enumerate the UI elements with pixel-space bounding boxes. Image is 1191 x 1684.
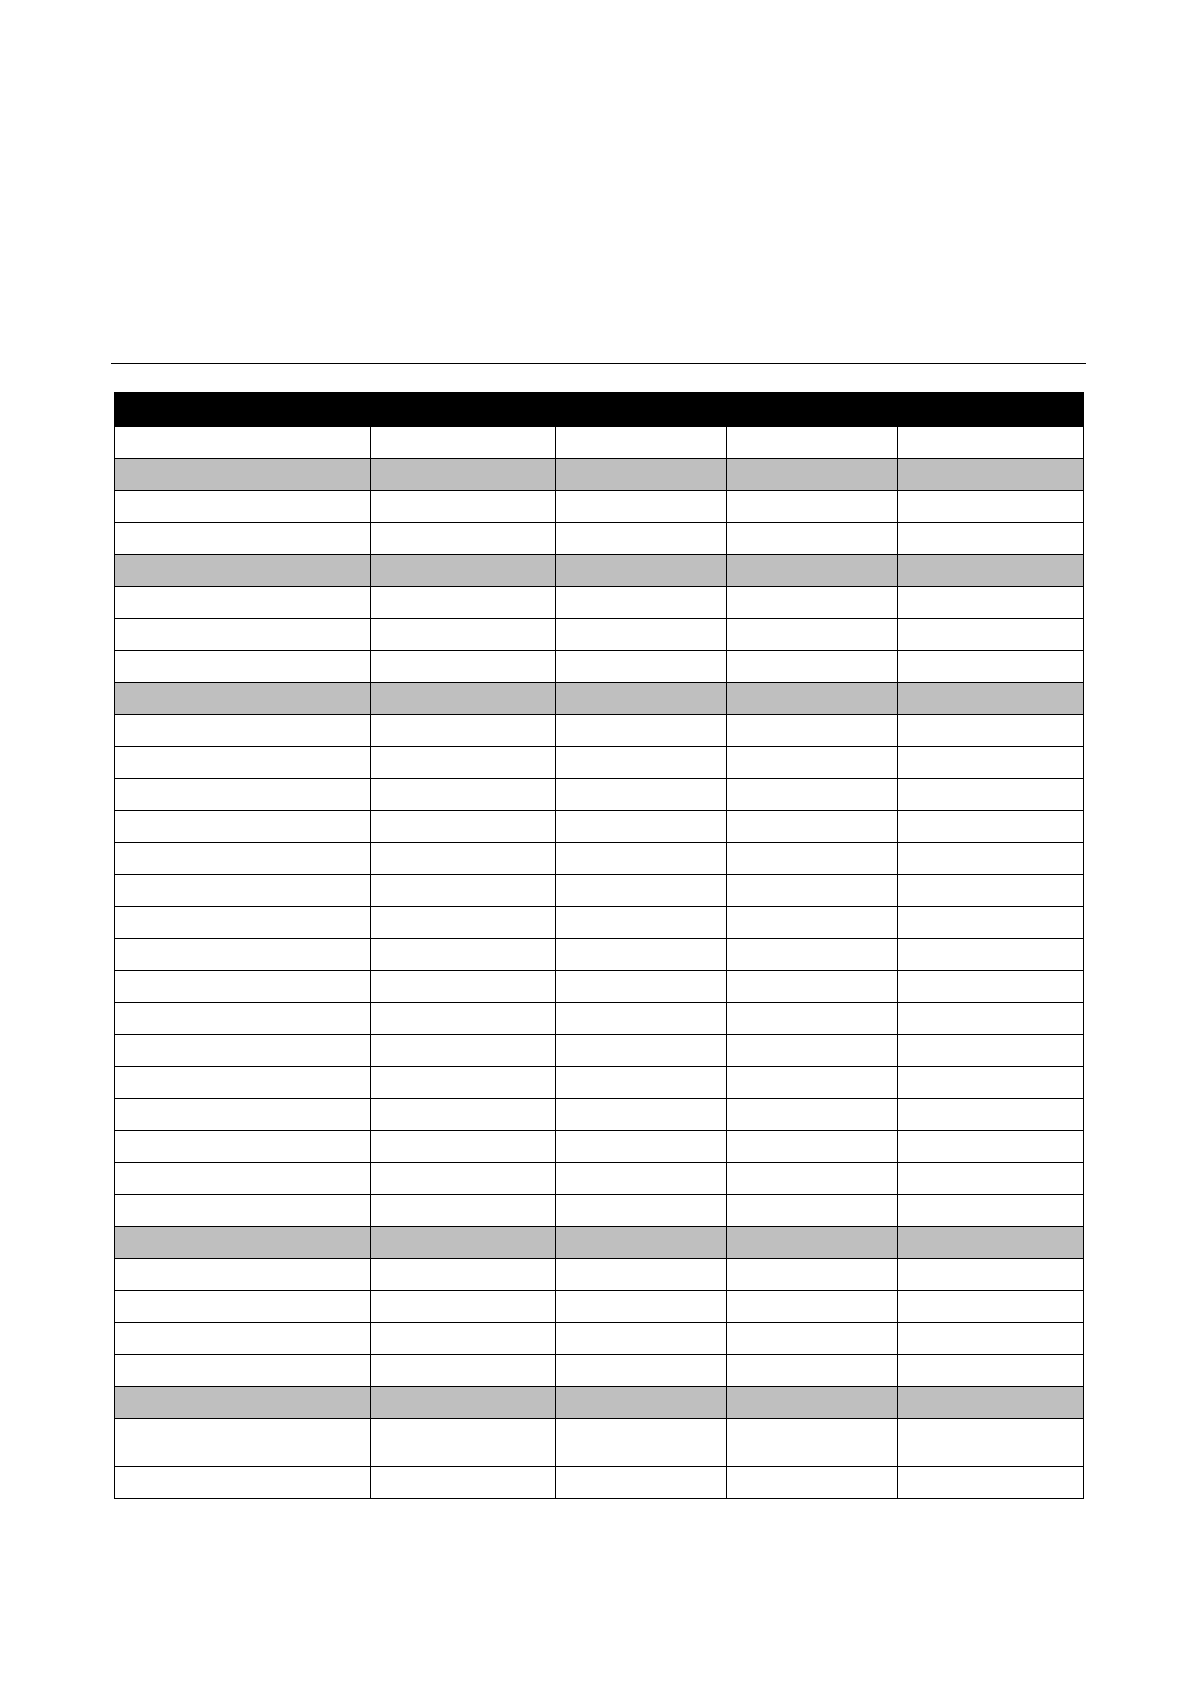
table-cell <box>556 555 727 587</box>
table-cell <box>556 779 727 811</box>
table-cell <box>371 1467 556 1499</box>
table-row <box>115 1259 1084 1291</box>
table-row <box>115 1003 1084 1035</box>
table-cell <box>371 459 556 491</box>
table-cell <box>115 1291 371 1323</box>
section-band-row <box>115 1227 1084 1259</box>
table-cell <box>371 1099 556 1131</box>
table-cell <box>898 1323 1084 1355</box>
table-cell <box>727 811 898 843</box>
table-cell <box>371 1195 556 1227</box>
table-cell <box>727 587 898 619</box>
table-cell <box>898 1195 1084 1227</box>
table-cell <box>115 1131 371 1163</box>
table-cell <box>898 1387 1084 1419</box>
table-cell <box>556 1035 727 1067</box>
table-cell <box>898 779 1084 811</box>
table-cell <box>371 587 556 619</box>
table-cell <box>115 1003 371 1035</box>
table-cell <box>556 651 727 683</box>
section-band-row <box>115 459 1084 491</box>
table-cell <box>556 1355 727 1387</box>
table-row <box>115 875 1084 907</box>
table-cell <box>898 1131 1084 1163</box>
table-cell <box>898 427 1084 459</box>
table-cell <box>727 747 898 779</box>
table-cell <box>371 1291 556 1323</box>
table-cell <box>727 1163 898 1195</box>
table-cell <box>556 491 727 523</box>
table-cell <box>727 1323 898 1355</box>
section-band-row <box>115 555 1084 587</box>
table-cell <box>115 907 371 939</box>
table-cell <box>115 1035 371 1067</box>
table-cell <box>898 1291 1084 1323</box>
table-cell <box>556 459 727 491</box>
table-cell <box>727 1003 898 1035</box>
table-cell <box>556 971 727 1003</box>
table-cell <box>727 1195 898 1227</box>
table-row <box>115 715 1084 747</box>
table-row <box>115 1131 1084 1163</box>
table-cell <box>727 427 898 459</box>
table-cell <box>898 971 1084 1003</box>
table-row <box>115 1355 1084 1387</box>
table-cell <box>371 619 556 651</box>
table-cell <box>727 523 898 555</box>
table-cell <box>727 939 898 971</box>
table-cell <box>556 1003 727 1035</box>
table-cell <box>371 875 556 907</box>
table-row <box>115 843 1084 875</box>
table-cell <box>727 1227 898 1259</box>
table-cell <box>371 491 556 523</box>
table-cell <box>727 1067 898 1099</box>
table-cell <box>727 683 898 715</box>
table-cell <box>115 1195 371 1227</box>
table-cell <box>556 1131 727 1163</box>
table-body <box>115 427 1084 1499</box>
table-cell <box>115 1419 371 1467</box>
table-row <box>115 427 1084 459</box>
table-cell <box>727 1131 898 1163</box>
table-row <box>115 651 1084 683</box>
section-band-row <box>115 683 1084 715</box>
table-cell <box>371 811 556 843</box>
table-row <box>115 1067 1084 1099</box>
table-cell <box>556 843 727 875</box>
table-cell <box>727 555 898 587</box>
table-row <box>115 1291 1084 1323</box>
table-cell <box>556 1259 727 1291</box>
table-cell <box>556 1467 727 1499</box>
table-cell <box>115 1099 371 1131</box>
table-cell <box>115 843 371 875</box>
table-cell <box>115 1387 371 1419</box>
table-cell <box>556 427 727 459</box>
table-row <box>115 1163 1084 1195</box>
table-row <box>115 1035 1084 1067</box>
table-row <box>115 747 1084 779</box>
table-cell <box>371 1067 556 1099</box>
table-cell <box>115 523 371 555</box>
table-header-cell <box>115 393 1084 427</box>
table-cell <box>727 619 898 651</box>
table-cell <box>727 1291 898 1323</box>
table-cell <box>371 651 556 683</box>
table-cell <box>556 1195 727 1227</box>
table-cell <box>115 587 371 619</box>
table-cell <box>115 1323 371 1355</box>
table-cell <box>727 907 898 939</box>
table-cell <box>898 1163 1084 1195</box>
table-cell <box>898 939 1084 971</box>
table-cell <box>371 1227 556 1259</box>
table-row <box>115 779 1084 811</box>
table-cell <box>371 523 556 555</box>
table-cell <box>898 1035 1084 1067</box>
table-cell <box>727 1099 898 1131</box>
table-cell <box>371 747 556 779</box>
table-cell <box>115 779 371 811</box>
table-cell <box>115 1067 371 1099</box>
table-row <box>115 971 1084 1003</box>
table-cell <box>115 1467 371 1499</box>
table-cell <box>727 1419 898 1467</box>
table-cell <box>898 715 1084 747</box>
table-cell <box>898 619 1084 651</box>
table-cell <box>898 459 1084 491</box>
data-table <box>114 392 1084 1499</box>
table-cell <box>898 1355 1084 1387</box>
table-cell <box>556 1291 727 1323</box>
table-cell <box>115 491 371 523</box>
table-cell <box>556 715 727 747</box>
table-cell <box>556 1387 727 1419</box>
table-cell <box>115 811 371 843</box>
table-cell <box>898 651 1084 683</box>
table-cell <box>898 1419 1084 1467</box>
table-cell <box>556 1323 727 1355</box>
table-cell <box>371 1003 556 1035</box>
table-cell <box>898 1003 1084 1035</box>
table-cell <box>898 555 1084 587</box>
table-cell <box>556 747 727 779</box>
page-header-rule <box>111 363 1086 364</box>
table-cell <box>727 715 898 747</box>
table-cell <box>727 651 898 683</box>
table-row <box>115 1099 1084 1131</box>
table-cell <box>898 1467 1084 1499</box>
table-cell <box>727 491 898 523</box>
table-cell <box>115 459 371 491</box>
table-cell <box>898 907 1084 939</box>
table-cell <box>115 651 371 683</box>
table-cell <box>898 491 1084 523</box>
table-row <box>115 523 1084 555</box>
table-cell <box>556 811 727 843</box>
table-cell <box>371 683 556 715</box>
table-cell <box>371 1419 556 1467</box>
table-cell <box>115 971 371 1003</box>
table-cell <box>115 1259 371 1291</box>
table-cell <box>727 843 898 875</box>
table-cell <box>115 747 371 779</box>
table-cell <box>556 1163 727 1195</box>
table-cell <box>371 1131 556 1163</box>
table-cell <box>898 747 1084 779</box>
table-cell <box>115 683 371 715</box>
table-cell <box>727 779 898 811</box>
table-cell <box>371 555 556 587</box>
table-row <box>115 1467 1084 1499</box>
table-cell <box>115 427 371 459</box>
table-cell <box>371 939 556 971</box>
table-cell <box>898 875 1084 907</box>
table-cell <box>898 1259 1084 1291</box>
table-cell <box>727 1355 898 1387</box>
table-row <box>115 1195 1084 1227</box>
table-cell <box>556 683 727 715</box>
table-cell <box>371 427 556 459</box>
table-cell <box>898 1227 1084 1259</box>
table-cell <box>898 811 1084 843</box>
table-cell <box>556 907 727 939</box>
table-cell <box>371 1259 556 1291</box>
table-cell <box>371 1035 556 1067</box>
table-cell <box>727 1467 898 1499</box>
table-cell <box>556 587 727 619</box>
table-row <box>115 491 1084 523</box>
table-cell <box>115 619 371 651</box>
table-cell <box>898 683 1084 715</box>
table-cell <box>556 875 727 907</box>
table-cell <box>898 843 1084 875</box>
table-cell <box>556 1067 727 1099</box>
table-cell <box>371 1387 556 1419</box>
table-cell <box>371 779 556 811</box>
table-cell <box>727 1035 898 1067</box>
table-row <box>115 811 1084 843</box>
table-cell <box>371 1323 556 1355</box>
table-cell <box>556 1227 727 1259</box>
table-cell <box>556 939 727 971</box>
table-cell <box>556 619 727 651</box>
table-cell <box>898 587 1084 619</box>
table-cell <box>371 843 556 875</box>
table-cell <box>727 971 898 1003</box>
table-cell <box>115 875 371 907</box>
table-cell <box>371 971 556 1003</box>
table-cell <box>371 1355 556 1387</box>
table-header-row <box>115 393 1084 427</box>
table-cell <box>727 1387 898 1419</box>
table-cell <box>898 1067 1084 1099</box>
table-cell <box>727 459 898 491</box>
table-row <box>115 587 1084 619</box>
table-row <box>115 907 1084 939</box>
table-cell <box>898 1099 1084 1131</box>
table-row <box>115 1419 1084 1467</box>
table-row <box>115 939 1084 971</box>
table-cell <box>727 875 898 907</box>
table-cell <box>115 1355 371 1387</box>
table-cell <box>371 907 556 939</box>
table-cell <box>556 1419 727 1467</box>
table-cell <box>115 555 371 587</box>
table-cell <box>556 1099 727 1131</box>
table-cell <box>898 523 1084 555</box>
table-cell <box>115 1227 371 1259</box>
table-cell <box>115 715 371 747</box>
section-band-row <box>115 1387 1084 1419</box>
table-row <box>115 1323 1084 1355</box>
table-cell <box>371 715 556 747</box>
table-cell <box>556 523 727 555</box>
table-cell <box>115 1163 371 1195</box>
table-cell <box>727 1259 898 1291</box>
table-cell <box>371 1163 556 1195</box>
table-row <box>115 619 1084 651</box>
table-cell <box>115 939 371 971</box>
